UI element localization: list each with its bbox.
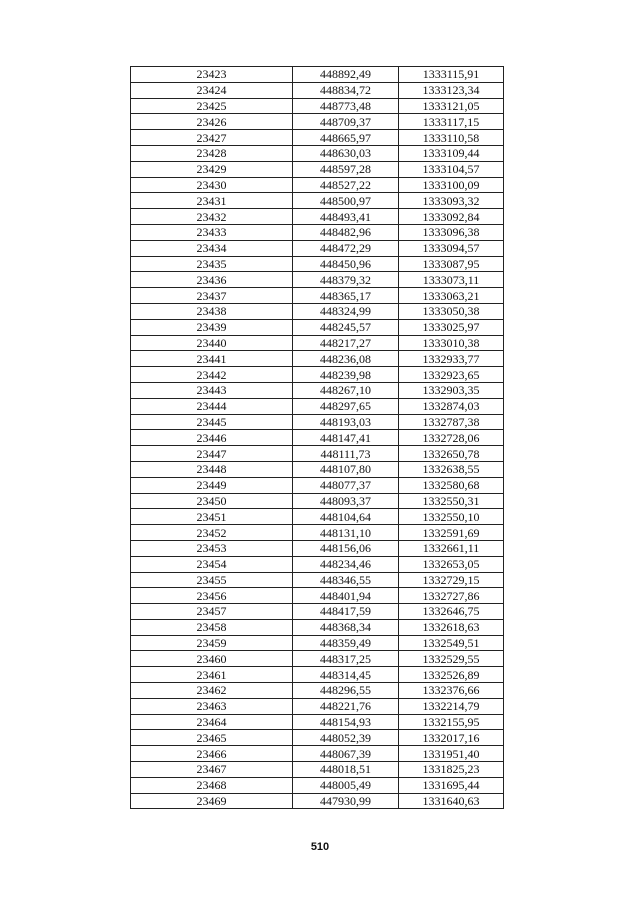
y-coordinate-cell: 1333094,57: [399, 240, 504, 256]
table-row: [131, 651, 504, 667]
x-coordinate-cell: 448239,98: [293, 367, 399, 383]
coordinates-table: [130, 66, 504, 809]
table-row: [131, 461, 504, 477]
y-coordinate-cell: 1332550,31: [399, 493, 504, 509]
y-coordinate-cell: 1333093,32: [399, 193, 504, 209]
point-number-cell: 23438: [131, 303, 293, 319]
x-coordinate-cell: 448482,96: [293, 224, 399, 240]
point-number-cell: 23450: [131, 493, 293, 509]
table-row: [131, 525, 504, 541]
x-coordinate-cell: 448324,99: [293, 303, 399, 319]
table-row: [131, 730, 504, 746]
point-number-cell: 23457: [131, 604, 293, 620]
y-coordinate-cell: 1332729,15: [399, 572, 504, 588]
x-coordinate-cell: 448665,97: [293, 130, 399, 146]
table-row: [131, 224, 504, 240]
x-coordinate-cell: 448131,10: [293, 525, 399, 541]
point-number-cell: 23452: [131, 525, 293, 541]
point-number-cell: 23464: [131, 714, 293, 730]
table-row: [131, 351, 504, 367]
y-coordinate-cell: 1332923,65: [399, 367, 504, 383]
y-coordinate-cell: 1333109,44: [399, 145, 504, 161]
table-row: [131, 82, 504, 98]
y-coordinate-cell: 1332580,68: [399, 477, 504, 493]
point-number-cell: 23426: [131, 114, 293, 130]
y-coordinate-cell: 1333092,84: [399, 209, 504, 225]
x-coordinate-cell: 448067,39: [293, 746, 399, 762]
table-row: [131, 303, 504, 319]
point-number-cell: 23439: [131, 319, 293, 335]
point-number-cell: 23454: [131, 556, 293, 572]
table-row: [131, 67, 504, 83]
point-number-cell: 23460: [131, 651, 293, 667]
x-coordinate-cell: 448773,48: [293, 98, 399, 114]
x-coordinate-cell: 448111,73: [293, 446, 399, 462]
page-number: 510: [310, 841, 330, 853]
point-number-cell: 23423: [131, 67, 293, 83]
y-coordinate-cell: 1332933,77: [399, 351, 504, 367]
table-row: [131, 288, 504, 304]
point-number-cell: 23444: [131, 398, 293, 414]
table-row: [131, 114, 504, 130]
x-coordinate-cell: 448401,94: [293, 588, 399, 604]
x-coordinate-cell: 448217,27: [293, 335, 399, 351]
table-row: [131, 272, 504, 288]
x-coordinate-cell: 448104,64: [293, 509, 399, 525]
y-coordinate-cell: 1332526,89: [399, 667, 504, 683]
y-coordinate-cell: 1332646,75: [399, 604, 504, 620]
y-coordinate-cell: 1331825,23: [399, 762, 504, 778]
point-number-cell: 23433: [131, 224, 293, 240]
point-number-cell: 23443: [131, 382, 293, 398]
y-coordinate-cell: 1332155,95: [399, 714, 504, 730]
point-number-cell: 23427: [131, 130, 293, 146]
point-number-cell: 23458: [131, 619, 293, 635]
point-number-cell: 23465: [131, 730, 293, 746]
y-coordinate-cell: 1332728,06: [399, 430, 504, 446]
y-coordinate-cell: 1333063,21: [399, 288, 504, 304]
x-coordinate-cell: 448359,49: [293, 635, 399, 651]
x-coordinate-cell: 448296,55: [293, 683, 399, 699]
x-coordinate-cell: 448221,76: [293, 698, 399, 714]
table-row: [131, 667, 504, 683]
point-number-cell: 23434: [131, 240, 293, 256]
point-number-cell: 23451: [131, 509, 293, 525]
x-coordinate-cell: 448500,97: [293, 193, 399, 209]
x-coordinate-cell: 448234,46: [293, 556, 399, 572]
y-coordinate-cell: 1333110,58: [399, 130, 504, 146]
x-coordinate-cell: 448005,49: [293, 777, 399, 793]
point-number-cell: 23453: [131, 540, 293, 556]
table-row: [131, 509, 504, 525]
y-coordinate-cell: 1332591,69: [399, 525, 504, 541]
point-number-cell: 23448: [131, 461, 293, 477]
table-row: [131, 540, 504, 556]
x-coordinate-cell: 448493,41: [293, 209, 399, 225]
table-row: [131, 98, 504, 114]
x-coordinate-cell: 448156,06: [293, 540, 399, 556]
x-coordinate-cell: 448154,93: [293, 714, 399, 730]
table-row: [131, 762, 504, 778]
x-coordinate-cell: 448450,96: [293, 256, 399, 272]
y-coordinate-cell: 1332727,86: [399, 588, 504, 604]
point-number-cell: 23431: [131, 193, 293, 209]
y-coordinate-cell: 1332529,55: [399, 651, 504, 667]
y-coordinate-cell: 1333117,15: [399, 114, 504, 130]
x-coordinate-cell: 448379,32: [293, 272, 399, 288]
x-coordinate-cell: 448472,29: [293, 240, 399, 256]
y-coordinate-cell: 1332618,63: [399, 619, 504, 635]
x-coordinate-cell: 448317,25: [293, 651, 399, 667]
y-coordinate-cell: 1333050,38: [399, 303, 504, 319]
point-number-cell: 23467: [131, 762, 293, 778]
point-number-cell: 23442: [131, 367, 293, 383]
table-row: [131, 130, 504, 146]
table-row: [131, 635, 504, 651]
point-number-cell: 23468: [131, 777, 293, 793]
y-coordinate-cell: 1332650,78: [399, 446, 504, 462]
y-coordinate-cell: 1333104,57: [399, 161, 504, 177]
table-row: [131, 493, 504, 509]
x-coordinate-cell: 448709,37: [293, 114, 399, 130]
x-coordinate-cell: 448077,37: [293, 477, 399, 493]
table-row: [131, 398, 504, 414]
point-number-cell: 23455: [131, 572, 293, 588]
table-row: [131, 683, 504, 699]
point-number-cell: 23461: [131, 667, 293, 683]
point-number-cell: 23446: [131, 430, 293, 446]
y-coordinate-cell: 1332874,03: [399, 398, 504, 414]
point-number-cell: 23462: [131, 683, 293, 699]
point-number-cell: 23424: [131, 82, 293, 98]
table-row: [131, 177, 504, 193]
point-number-cell: 23435: [131, 256, 293, 272]
table-row: [131, 240, 504, 256]
x-coordinate-cell: 448314,45: [293, 667, 399, 683]
table-row: [131, 430, 504, 446]
y-coordinate-cell: 1332787,38: [399, 414, 504, 430]
point-number-cell: 23466: [131, 746, 293, 762]
x-coordinate-cell: 448630,03: [293, 145, 399, 161]
y-coordinate-cell: 1333087,95: [399, 256, 504, 272]
point-number-cell: 23449: [131, 477, 293, 493]
table-row: [131, 193, 504, 209]
table-row: [131, 367, 504, 383]
table-row: [131, 382, 504, 398]
x-coordinate-cell: 448297,65: [293, 398, 399, 414]
x-coordinate-cell: 448267,10: [293, 382, 399, 398]
point-number-cell: 23459: [131, 635, 293, 651]
x-coordinate-cell: 448018,51: [293, 762, 399, 778]
y-coordinate-cell: 1332376,66: [399, 683, 504, 699]
x-coordinate-cell: 448093,37: [293, 493, 399, 509]
table-row: [131, 714, 504, 730]
y-coordinate-cell: 1332661,11: [399, 540, 504, 556]
x-coordinate-cell: 448365,17: [293, 288, 399, 304]
point-number-cell: 23440: [131, 335, 293, 351]
y-coordinate-cell: 1331951,40: [399, 746, 504, 762]
point-number-cell: 23428: [131, 145, 293, 161]
y-coordinate-cell: 1332549,51: [399, 635, 504, 651]
point-number-cell: 23445: [131, 414, 293, 430]
y-coordinate-cell: 1333096,38: [399, 224, 504, 240]
table-row: [131, 477, 504, 493]
x-coordinate-cell: 448107,80: [293, 461, 399, 477]
point-number-cell: 23436: [131, 272, 293, 288]
x-coordinate-cell: 448527,22: [293, 177, 399, 193]
table-row: [131, 746, 504, 762]
y-coordinate-cell: 1332550,10: [399, 509, 504, 525]
table-row: [131, 335, 504, 351]
x-coordinate-cell: 448892,49: [293, 67, 399, 83]
table-row: [131, 604, 504, 620]
y-coordinate-cell: 1333010,38: [399, 335, 504, 351]
table-row: [131, 256, 504, 272]
y-coordinate-cell: 1332214,79: [399, 698, 504, 714]
point-number-cell: 23437: [131, 288, 293, 304]
table-row: [131, 209, 504, 225]
y-coordinate-cell: 1331695,44: [399, 777, 504, 793]
x-coordinate-cell: 448193,03: [293, 414, 399, 430]
y-coordinate-cell: 1333115,91: [399, 67, 504, 83]
y-coordinate-cell: 1332638,55: [399, 461, 504, 477]
x-coordinate-cell: 447930,99: [293, 793, 399, 809]
table-row: [131, 145, 504, 161]
table-row: [131, 414, 504, 430]
point-number-cell: 23432: [131, 209, 293, 225]
table-row: [131, 698, 504, 714]
coordinates-table-body: [131, 67, 504, 809]
y-coordinate-cell: 1332017,16: [399, 730, 504, 746]
y-coordinate-cell: 1333025,97: [399, 319, 504, 335]
point-number-cell: 23425: [131, 98, 293, 114]
y-coordinate-cell: 1333121,05: [399, 98, 504, 114]
x-coordinate-cell: 448834,72: [293, 82, 399, 98]
x-coordinate-cell: 448052,39: [293, 730, 399, 746]
table-row: [131, 777, 504, 793]
table-row: [131, 161, 504, 177]
table-row: [131, 793, 504, 809]
y-coordinate-cell: 1333073,11: [399, 272, 504, 288]
table-row: [131, 556, 504, 572]
table-row: [131, 446, 504, 462]
point-number-cell: 23441: [131, 351, 293, 367]
y-coordinate-cell: 1333100,09: [399, 177, 504, 193]
y-coordinate-cell: 1332653,05: [399, 556, 504, 572]
x-coordinate-cell: 448147,41: [293, 430, 399, 446]
y-coordinate-cell: 1332903,35: [399, 382, 504, 398]
point-number-cell: 23463: [131, 698, 293, 714]
x-coordinate-cell: 448597,28: [293, 161, 399, 177]
point-number-cell: 23456: [131, 588, 293, 604]
x-coordinate-cell: 448245,57: [293, 319, 399, 335]
table-row: [131, 619, 504, 635]
point-number-cell: 23469: [131, 793, 293, 809]
x-coordinate-cell: 448236,08: [293, 351, 399, 367]
point-number-cell: 23447: [131, 446, 293, 462]
x-coordinate-cell: 448346,55: [293, 572, 399, 588]
y-coordinate-cell: 1333123,34: [399, 82, 504, 98]
table-row: [131, 319, 504, 335]
x-coordinate-cell: 448417,59: [293, 604, 399, 620]
point-number-cell: 23430: [131, 177, 293, 193]
point-number-cell: 23429: [131, 161, 293, 177]
table-row: [131, 572, 504, 588]
y-coordinate-cell: 1331640,63: [399, 793, 504, 809]
x-coordinate-cell: 448368,34: [293, 619, 399, 635]
table-row: [131, 588, 504, 604]
